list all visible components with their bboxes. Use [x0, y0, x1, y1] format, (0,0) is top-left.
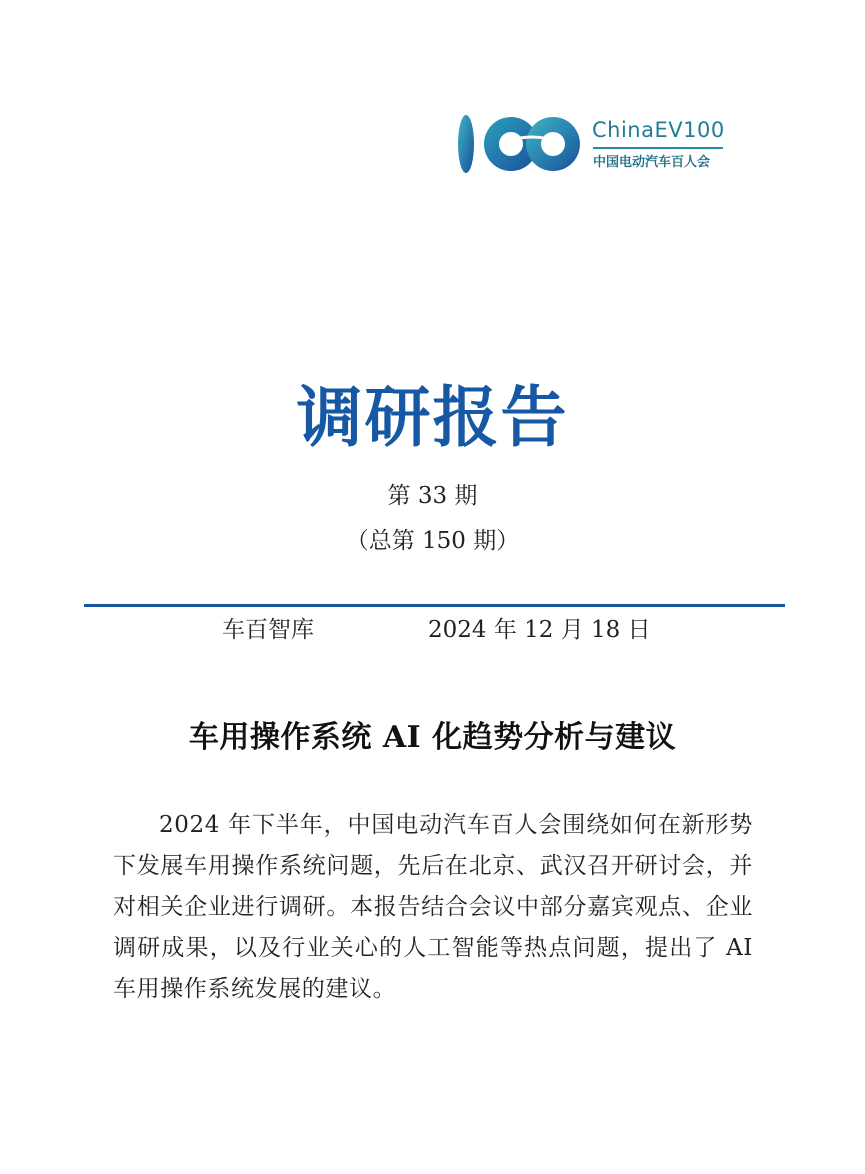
- header-divider: [84, 604, 785, 607]
- organization-name: 车百智库: [222, 617, 314, 643]
- publish-date: 2024 年 12 月 18 日: [428, 617, 651, 643]
- chinaev100-logo: [456, 108, 736, 180]
- logo-chinese-text: 中国电动汽车百人会: [593, 155, 711, 170]
- article-body: 2024 年下半年，中国电动汽车百人会围绕如何在新形势下发展车用操作系统问题，先后在北京、武汉召开研讨会，并对相关企业进行调研。本报告结合会议中部分嘉宾观点、企业调研成果，以及行业关心的人工智能等热点问题，提出了 AI 车用操作系统发展的建议。: [113, 812, 753, 1002]
- total-issue-number: （总第 150 期）: [345, 528, 520, 554]
- report-title: 调研报告: [296, 378, 569, 456]
- issue-number: 第 33 期: [387, 483, 478, 509]
- ev100-logo-icon: [456, 108, 588, 180]
- logo-divider: [593, 147, 723, 149]
- logo-english-text: ChinaEV100: [592, 118, 725, 142]
- article-title: 车用操作系统 AI 化趋势分析与建议: [188, 720, 677, 755]
